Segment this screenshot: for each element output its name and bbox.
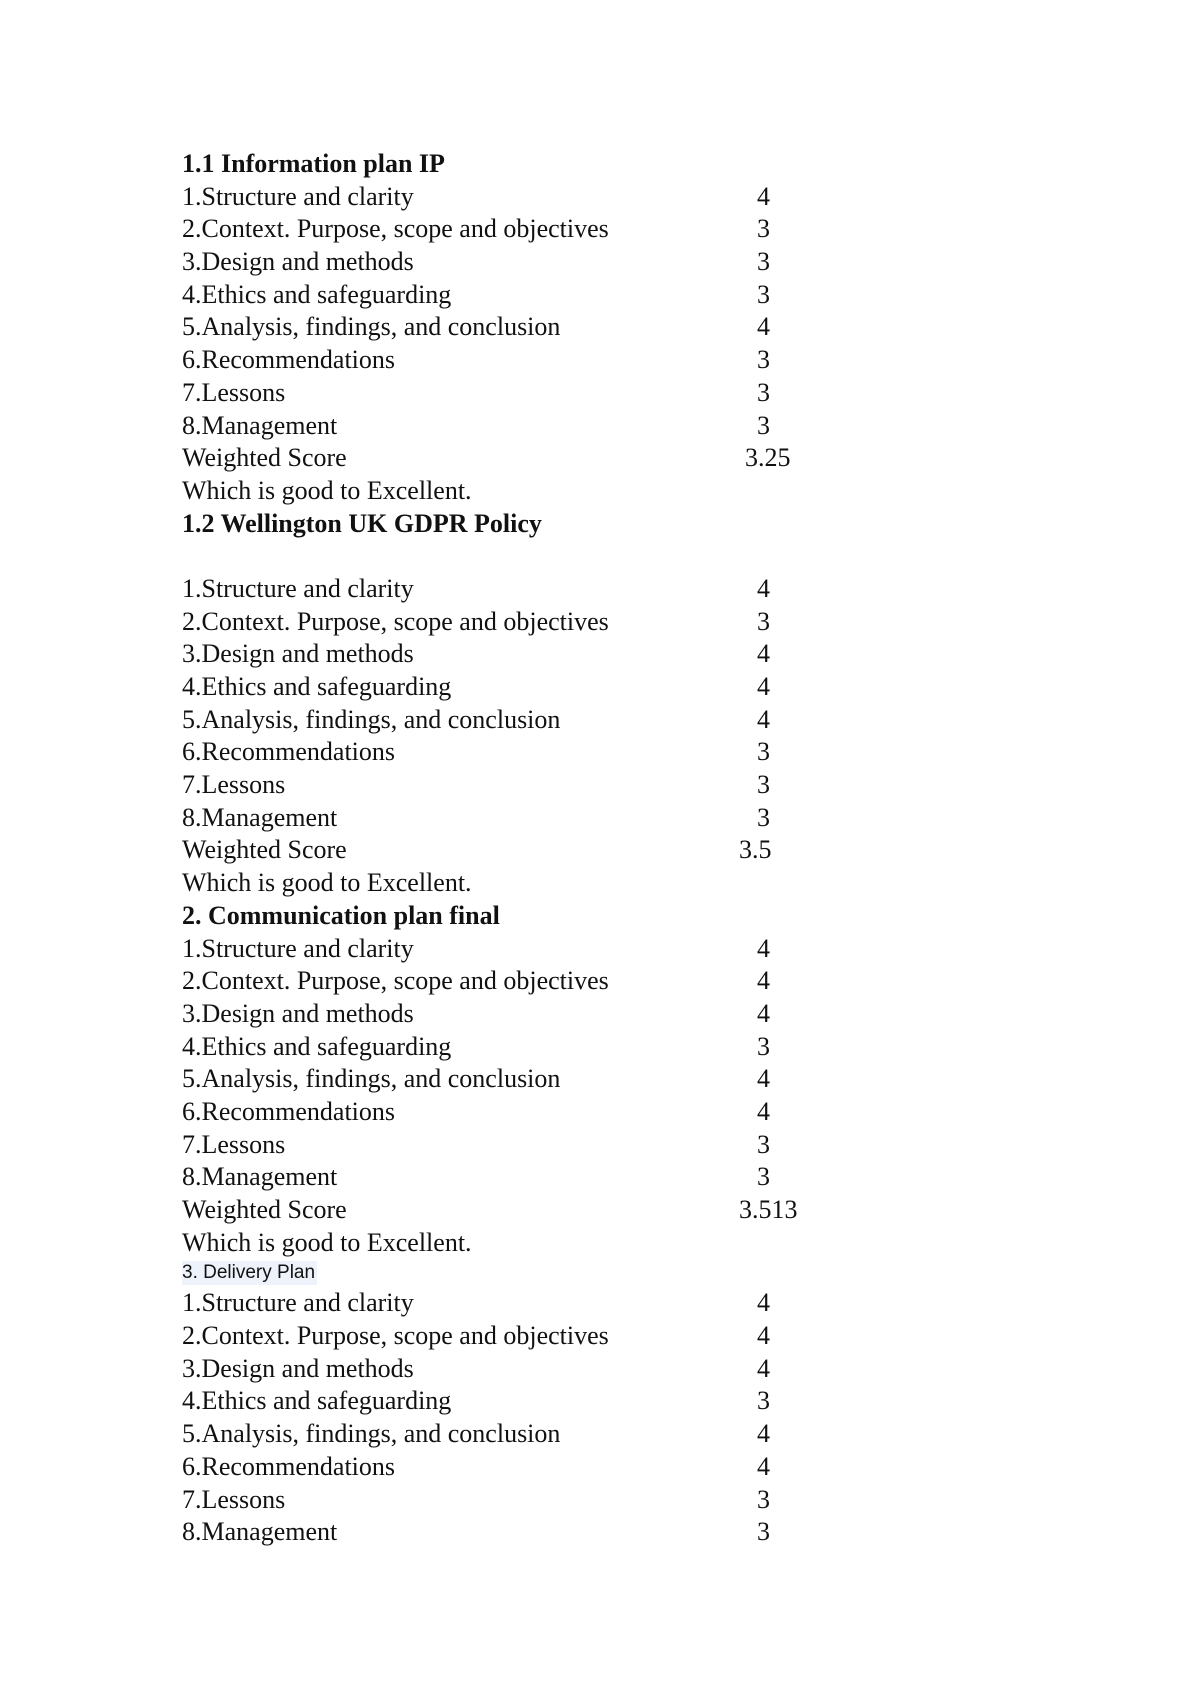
verdict-text: Which is good to Excellent. <box>182 1227 472 1257</box>
criterion-score: 3 <box>757 606 770 636</box>
weighted-score-label: Weighted Score <box>182 443 347 473</box>
score-row <box>182 1385 882 1418</box>
section-heading-communication-plan: 2. Communication plan final <box>182 900 500 930</box>
weighted-score-value: 3.513 <box>739 1195 798 1224</box>
criterion-label: 3.Design and methods <box>182 639 414 669</box>
criterion-label: 4.Ethics and safeguarding <box>182 1031 452 1061</box>
criterion-label: 5.Analysis, findings, and conclusion <box>182 1064 561 1094</box>
criterion-label: 1.Structure and clarity <box>182 933 414 963</box>
weighted-score-label: Weighted Score <box>182 1195 347 1224</box>
verdict-text: Which is good to Excellent. <box>182 868 472 898</box>
score-row <box>182 1129 882 1162</box>
criterion-label: 8.Management <box>182 410 338 440</box>
score-row <box>182 1063 882 1096</box>
section-heading-delivery-plan: 3. Delivery Plan <box>182 1262 316 1284</box>
score-row <box>182 1353 882 1386</box>
score-row <box>182 1287 882 1320</box>
criterion-score: 4 <box>757 1321 770 1351</box>
criterion-label: 3.Design and methods <box>182 1353 414 1383</box>
criterion-label: 4.Ethics and safeguarding <box>182 1386 452 1416</box>
criterion-label: 8.Management <box>182 1162 338 1192</box>
score-row <box>182 671 882 704</box>
weighted-score-row <box>182 442 882 475</box>
criterion-score: 4 <box>757 998 770 1028</box>
criterion-score: 3 <box>757 1517 770 1547</box>
score-row <box>182 965 882 998</box>
criterion-score: 4 <box>757 312 770 342</box>
score-row <box>182 933 882 966</box>
criterion-score: 4 <box>757 704 770 734</box>
score-row <box>182 181 882 214</box>
score-row <box>182 279 882 312</box>
weighted-score-value: 3.25 <box>745 443 791 473</box>
criterion-label: 5.Analysis, findings, and conclusion <box>182 312 561 342</box>
criterion-label: 7.Lessons <box>182 377 286 407</box>
criterion-score: 3 <box>757 1484 770 1514</box>
criterion-score: 3 <box>757 802 770 832</box>
score-row <box>182 213 882 246</box>
criterion-label: 6.Recommendations <box>182 1096 396 1126</box>
score-row <box>182 704 882 737</box>
criterion-score: 4 <box>757 933 770 963</box>
criterion-label: 3.Design and methods <box>182 998 414 1028</box>
criterion-score: 4 <box>757 573 770 603</box>
criterion-score: 3 <box>757 1386 770 1416</box>
criterion-score: 3 <box>757 1031 770 1061</box>
score-row <box>182 344 882 377</box>
criterion-label: 7.Lessons <box>182 1484 286 1514</box>
criterion-label: 7.Lessons <box>182 770 286 800</box>
criterion-score: 4 <box>757 639 770 669</box>
criterion-label: 1.Structure and clarity <box>182 1288 414 1318</box>
score-row <box>182 1484 882 1517</box>
criterion-score: 4 <box>757 1064 770 1094</box>
criterion-score: 3 <box>757 737 770 767</box>
section-heading-gdpr-policy: 1.2 Wellington UK GDPR Policy <box>182 508 542 538</box>
criterion-label: 5.Analysis, findings, and conclusion <box>182 1419 561 1449</box>
weighted-score-row <box>182 834 882 867</box>
criterion-label: 6.Recommendations <box>182 345 396 375</box>
criterion-score: 4 <box>757 1096 770 1126</box>
criterion-score: 4 <box>757 181 770 211</box>
section-heading-information-plan: 1.1 Information plan IP <box>182 149 445 178</box>
score-row <box>182 769 882 802</box>
score-row <box>182 1031 882 1064</box>
criterion-label: 2.Context. Purpose, scope and objectives <box>182 214 609 244</box>
criterion-label: 4.Ethics and safeguarding <box>182 672 452 701</box>
score-row <box>182 998 882 1031</box>
criterion-label: 1.Structure and clarity <box>182 573 414 603</box>
score-row <box>182 311 882 344</box>
score-row <box>182 638 882 671</box>
score-row <box>182 1516 882 1549</box>
criterion-score: 4 <box>757 966 770 996</box>
criterion-label: 8.Management <box>182 1517 338 1547</box>
criterion-label: 2.Context. Purpose, scope and objectives <box>182 1321 609 1351</box>
criterion-label: 5.Analysis, findings, and conclusion <box>182 704 561 734</box>
verdict-text: Which is good to Excellent. <box>182 475 472 505</box>
criterion-label: 6.Recommendations <box>182 737 396 767</box>
weighted-score-row <box>182 1194 882 1227</box>
blank-line <box>182 540 882 573</box>
criterion-label: 2.Context. Purpose, scope and objectives <box>182 606 609 636</box>
weighted-score-value: 3.5 <box>739 835 772 865</box>
score-row <box>182 1320 882 1353</box>
score-row <box>182 1418 882 1451</box>
criterion-score: 4 <box>757 1451 770 1481</box>
criterion-score: 4 <box>757 672 770 701</box>
criterion-score: 3 <box>757 410 770 440</box>
score-row <box>182 802 882 835</box>
weighted-score-label: Weighted Score <box>182 835 347 865</box>
criterion-score: 4 <box>757 1419 770 1449</box>
criterion-score: 3 <box>757 214 770 244</box>
score-row <box>182 246 882 279</box>
score-row <box>182 573 882 606</box>
score-row <box>182 1451 882 1484</box>
score-row <box>182 410 882 443</box>
criterion-score: 3 <box>757 770 770 800</box>
document-content <box>182 148 882 1549</box>
score-row <box>182 377 882 410</box>
criterion-label: 2.Context. Purpose, scope and objectives <box>182 966 609 996</box>
criterion-label: 1.Structure and clarity <box>182 181 414 211</box>
criterion-score: 3 <box>757 247 770 277</box>
score-row <box>182 606 882 639</box>
score-row <box>182 1161 882 1194</box>
criterion-score: 3 <box>757 1162 770 1192</box>
criterion-score: 3 <box>757 377 770 407</box>
criterion-score: 4 <box>757 1288 770 1318</box>
criterion-label: 8.Management <box>182 802 338 832</box>
criterion-score: 4 <box>757 1353 770 1383</box>
criterion-label: 7.Lessons <box>182 1129 286 1159</box>
criterion-score: 3 <box>757 1129 770 1159</box>
criterion-score: 3 <box>757 345 770 375</box>
criterion-label: 3.Design and methods <box>182 247 414 277</box>
section-heading-wrap <box>182 1261 882 1285</box>
criterion-label: 4.Ethics and safeguarding <box>182 279 452 309</box>
score-row <box>182 1096 882 1129</box>
criterion-label: 6.Recommendations <box>182 1451 396 1481</box>
score-row <box>182 736 882 769</box>
criterion-score: 3 <box>757 279 770 309</box>
